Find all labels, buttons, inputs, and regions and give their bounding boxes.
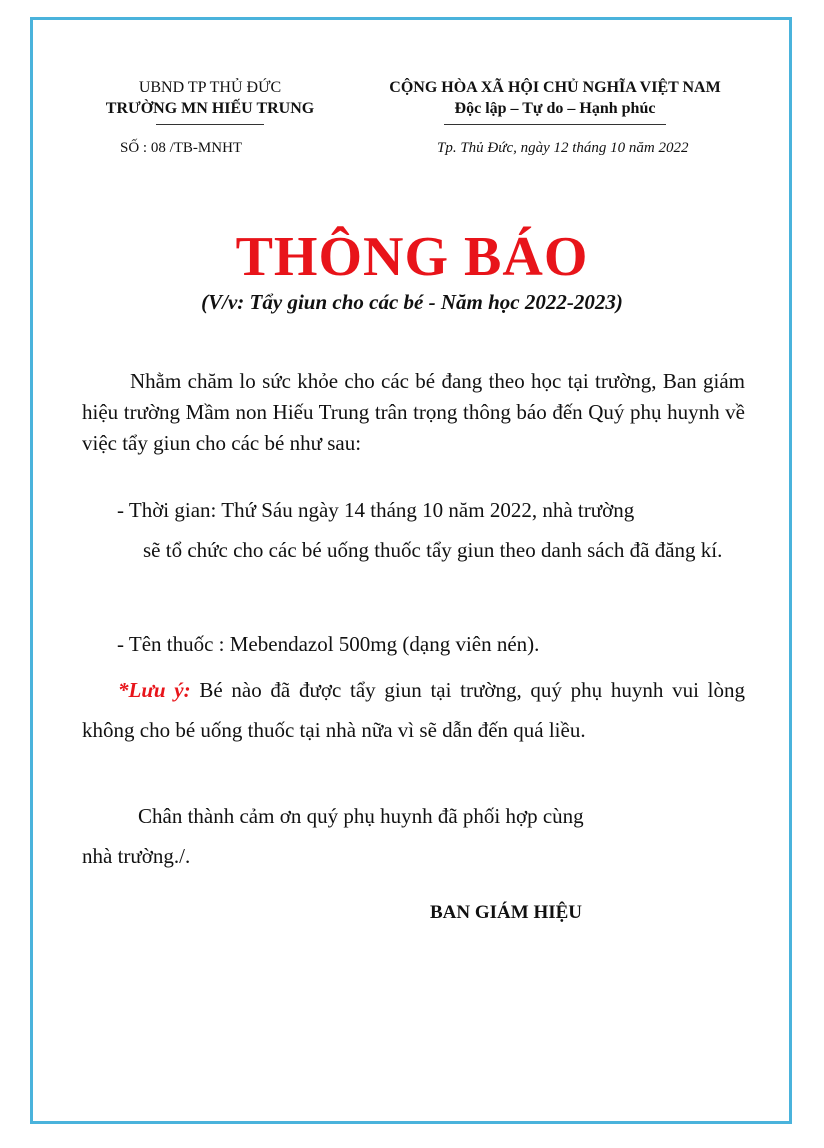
intro-text: Nhằm chăm lo sức khỏe cho các bé đang theo học tại trường, Ban giám hiệu trường Mầm non Hiếu Trung trân trọng thông báo đến Quý phụ huynh về việc tẩy giun cho các bé như sau: — [82, 369, 745, 455]
motto-underline — [444, 124, 666, 125]
note-label: *Lưu ý: — [118, 678, 191, 702]
authority-name: UBND TP THỦ ĐỨC — [138, 79, 282, 96]
time-first-line: - Thời gian: Thứ Sáu ngày 14 tháng 10 năm 2022, nhà trường — [117, 498, 635, 522]
national-motto: Độc lập – Tự do – Hạnh phúc — [454, 100, 656, 117]
school-name: TRƯỜNG MN HIẾU TRUNG — [105, 100, 315, 117]
note-paragraph — [82, 670, 745, 750]
nation-name: CỘNG HÒA XÃ HỘI CHỦ NGHĨA VIỆT NAM — [389, 79, 721, 96]
page-border — [30, 17, 792, 1124]
document-title: THÔNG BÁO — [235, 226, 589, 288]
issuer-block — [70, 77, 350, 125]
signature-title: BAN GIÁM HIỆU — [430, 902, 583, 923]
list-item-medicine — [117, 624, 539, 664]
thanks-paragraph — [82, 796, 745, 876]
medicine-text: - Tên thuốc : Mebendazol 500mg (dạng viên nén). — [117, 632, 540, 656]
document-subtitle: (V/v: Tẩy giun cho các bé - Năm học 2022-2023) — [201, 290, 623, 314]
note-text: Bé nào đã được tẩy giun tại trường, quý phụ huynh vui lòng không cho bé uống thuốc tại nhà nữa vì sẽ dẫn đến quá liều. — [82, 678, 745, 742]
list-item-time — [117, 490, 745, 570]
intro-paragraph — [82, 366, 745, 459]
nation-block — [360, 77, 750, 125]
thanks-line-1: Chân thành cảm ơn quý phụ huynh đã phối hợp cùng — [138, 804, 584, 828]
issuer-underline — [156, 124, 264, 125]
issue-date: Tp. Thủ Đức, ngày 12 tháng 10 năm 2022 — [437, 140, 689, 156]
document-number: SỐ : 08 /TB-MNHT — [120, 140, 243, 156]
thanks-line-2: nhà trường./. — [82, 844, 191, 868]
time-continuation: sẽ tổ chức cho các bé uống thuốc tẩy giun theo danh sách đã đăng kí. — [143, 538, 723, 562]
